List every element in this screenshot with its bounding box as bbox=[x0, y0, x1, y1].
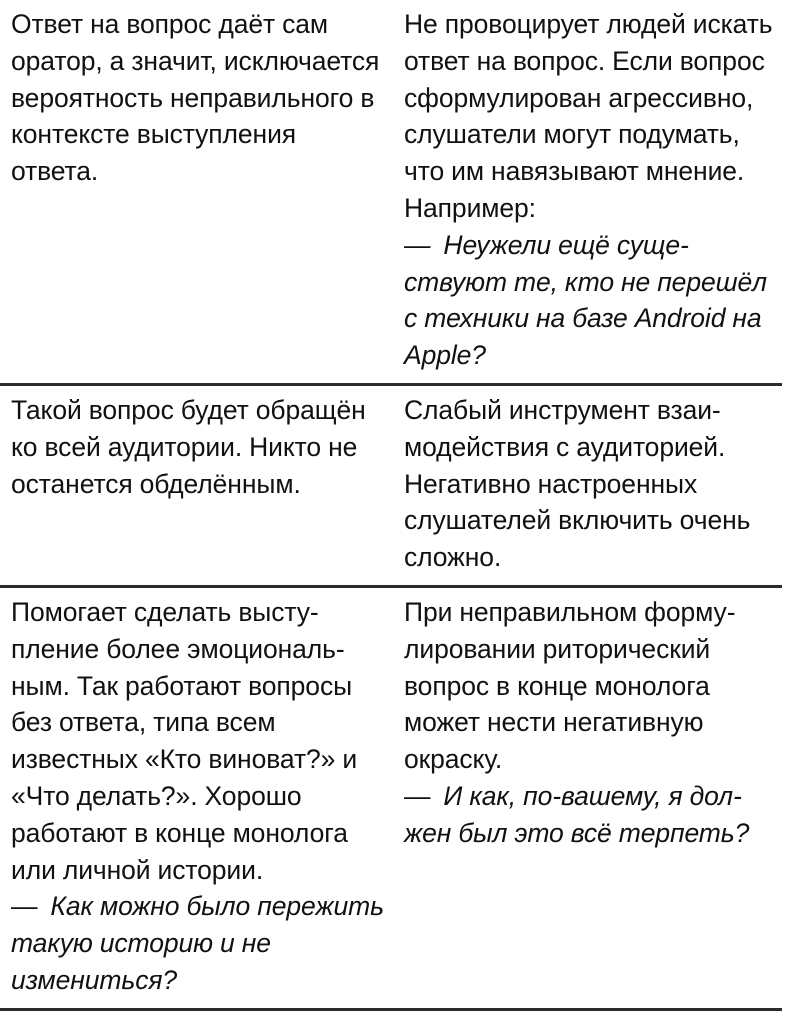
cell-content bbox=[394, 386, 782, 585]
cell-content bbox=[394, 588, 782, 969]
table-row bbox=[0, 0, 782, 385]
quoted-example bbox=[404, 227, 776, 374]
cell-content bbox=[0, 588, 394, 1008]
quoted-example bbox=[404, 778, 776, 852]
quote-text: Неужели ещё существуют те, кто не перешёл с техники на базе Android на Apple? bbox=[404, 229, 767, 371]
quote-text: Как можно было пережить такую историю и не измениться? bbox=[11, 891, 384, 995]
table-row bbox=[0, 586, 782, 1009]
em-dash-icon: — bbox=[404, 229, 431, 260]
paragraph: Такой вопрос будет обращён ко всей аудитории. Никто не останется обделённым. bbox=[11, 395, 366, 499]
em-dash-icon: — bbox=[404, 780, 431, 811]
table-cell-row2-left bbox=[0, 385, 394, 587]
table-cell-row1-right bbox=[394, 0, 782, 385]
paragraph: Слабый инструмент взаимодействия с аудиторией. Негативно настроенных слушателей включить очень сложно. bbox=[404, 395, 751, 573]
paragraph: Ответ на вопрос даёт сам оратор, а значит, исключается вероятность неправильного в контексте выступления ответа. bbox=[11, 9, 380, 187]
cell-content bbox=[0, 0, 394, 383]
table-cell-row1-left bbox=[0, 0, 394, 385]
em-dash-icon: — bbox=[11, 891, 38, 922]
table-cell-row3-left bbox=[0, 586, 394, 1009]
table-row bbox=[0, 385, 782, 587]
quoted-example bbox=[11, 888, 385, 998]
paragraph: При неправильном формулировании риторический вопрос в конце монолога может нести негативную окраску. bbox=[404, 596, 736, 775]
paragraph: Не провоцирует людей искать ответ на вопрос. Если вопрос сформулирован агрессивно, слушатели могут подумать, что им навязывают мнение. Например: bbox=[404, 9, 773, 223]
table-cell-row2-right bbox=[394, 385, 782, 587]
cell-content bbox=[0, 386, 394, 556]
quote-text: И как, по-вашему, я должен был это всё терпеть? bbox=[404, 780, 750, 848]
table-cell-row3-right bbox=[394, 586, 782, 1009]
paragraph: Помогает сделать выступление более эмоциональным. Так работают вопросы без ответа, типа всем известных «Кто виноват?» и «Что делать?». Хорошо работают в конце монолога или личной истории. bbox=[11, 596, 358, 885]
cell-content bbox=[394, 0, 782, 383]
